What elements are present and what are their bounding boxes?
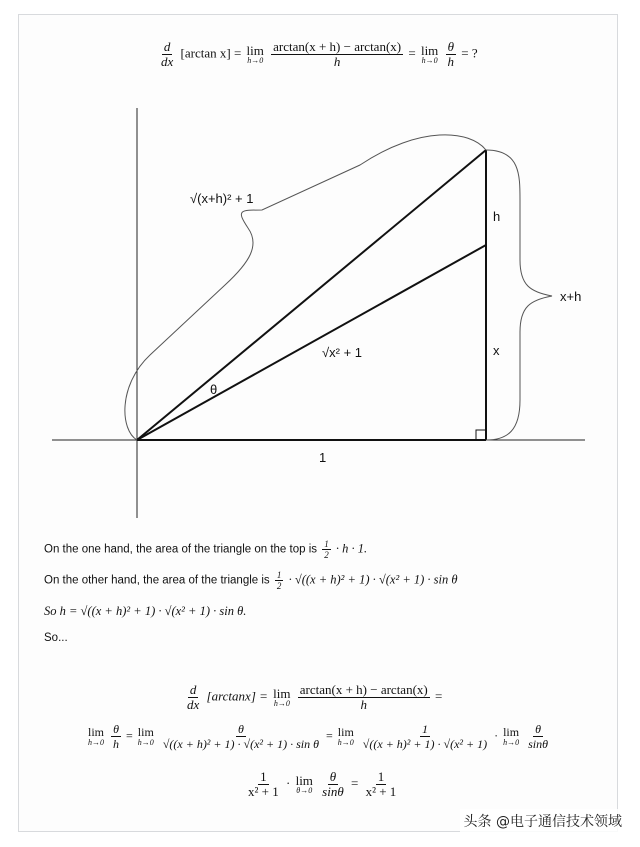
label-theta: θ [210, 382, 218, 397]
label-hyp-bottom: √x² + 1 [322, 345, 363, 360]
text-line-1: On the one hand, the area of the triangle on the top is $\frac{1}{2}$ · h · 1. [44, 539, 368, 560]
label-base: 1 [319, 450, 327, 465]
right-angle-mark [476, 430, 486, 440]
final-equation-3: $\frac{1}{\text{x² + 1}}$ · lim θ→0 $\frac{\theta}{\sin\theta}$ = $\frac{1}{\text{x² + 1}}$ [248, 769, 397, 799]
label-hyp-top: √(x+h)² + 1 [190, 191, 254, 206]
text-line-2: On the other hand, the area of the triangle is $\frac{1}{2}$ · √((x + h)² + 1) · √(x² + 1) · sin θ [44, 570, 458, 591]
label-h: h [493, 209, 501, 224]
text-line-3: So h = √((x + h)² + 1) · √(x² + 1) · sin θ. [44, 604, 247, 618]
brace-right [486, 150, 552, 440]
brace-hypotenuse [125, 135, 486, 440]
hypotenuse-bottom [137, 245, 486, 440]
watermark: 头条 @电子通信技术领域 [460, 809, 626, 833]
text-line-4: So... [44, 632, 68, 644]
label-x-plus-h: x+h [560, 289, 582, 304]
final-equation-1: $\frac{d}{dx}$ [arctanx] = lim h→0 $\frac{\arctan(x + h) - \arctan(x)}{h}$ = [187, 682, 443, 712]
final-equation-2: lim h→0 $\frac{\theta}{h}$ = lim h→0 $\frac{\theta}{\text{√((x + h)² + 1) · √(x² + 1) · sin θ}}$ = lim h→0 $\frac{1}{\text{√((x + h)² + 1) · √(x² + 1)}}$ · lim h→0 $\frac{\theta}{\sin\theta}$ [88, 722, 549, 751]
header-equation: $\frac{d}{dx}$ [arctan x] = lim h→0 $\frac{\arctan(x + h) - \arctan(x)}{h}$ = lim h→0 $\frac{\theta}{h}$ = ? [161, 39, 478, 69]
label-x: x [493, 343, 500, 358]
